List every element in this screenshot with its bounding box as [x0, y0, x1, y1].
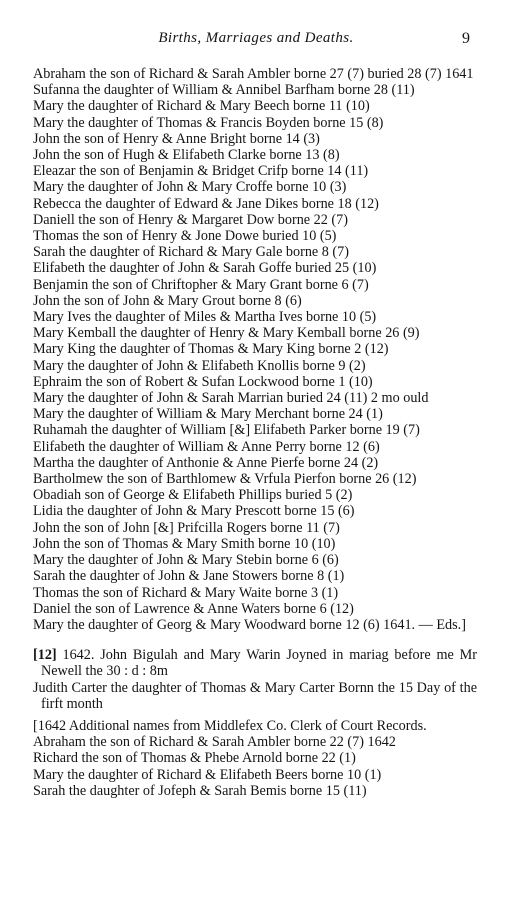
- register-entry: Obadiah son of George & Elifabeth Phillips buried 5 (2): [33, 487, 353, 504]
- register-entry: Mary Kemball the daughter of Henry & Mary Kemball borne 26 (9): [33, 325, 420, 342]
- page-body: [33, 66, 477, 799]
- register-entry: Lidia the daughter of John & Mary Prescott borne 15 (6): [33, 503, 355, 520]
- register-entry: John the son of John [&] Prifcilla Rogers borne 11 (7): [33, 519, 340, 536]
- register-entry: Rebecca the daughter of Edward & Jane Dikes borne 18 (12): [33, 195, 379, 212]
- register-entry: Daniel the son of Lawrence & Anne Waters borne 6 (12): [33, 600, 354, 617]
- register-entry: Mary the daughter of William & Mary Merchant borne 24 (1): [33, 406, 383, 423]
- register-entry: Mary the daughter of Richard & Mary Beech borne 11 (10): [33, 98, 370, 115]
- register-entry: Ephraim the son of Robert & Sufan Lockwood borne 1 (10): [33, 373, 373, 390]
- register-entry: Eleazar the son of Benjamin & Bridget Crifp borne 14 (11): [33, 163, 369, 180]
- section-number: [12]: [33, 647, 57, 664]
- additional-entry: Sarah the daughter of Jofeph & Sarah Bemis borne 15 (11): [33, 782, 367, 799]
- register-entry: John the son of John & Mary Grout borne 8 (6): [33, 292, 302, 309]
- register-entry: Elifabeth the daughter of John & Sarah Goffe buried 25 (10): [33, 260, 377, 277]
- running-title: Births, Marriages and Deaths.: [158, 30, 354, 46]
- register-entry: Sarah the daughter of Richard & Mary Gale borne 8 (7): [33, 244, 349, 261]
- register-entry: Benjamin the son of Chriftopher & Mary Grant borne 6 (7): [33, 276, 369, 293]
- register-entry: John the son of Thomas & Mary Smith borne 10 (10): [33, 535, 336, 552]
- register-entry: Sarah the daughter of John & Jane Stowers borne 8 (1): [33, 568, 345, 585]
- register-entry: Mary the daughter of John & Sarah Marrian buried 24 (11) 2 mo ould: [33, 390, 429, 407]
- register-entry: Mary the daughter of John & Mary Croffe borne 10 (3): [33, 179, 347, 196]
- register-entry: John the son of Henry & Anne Bright borne 14 (3): [33, 130, 320, 147]
- register-entry: Mary Ives the daughter of Miles & Martha Ives borne 10 (5): [33, 309, 377, 326]
- register-entry: John the son of Hugh & Elifabeth Clarke borne 13 (8): [33, 147, 340, 164]
- additional-entry: Abraham the son of Richard & Sarah Ambler borne 22 (7) 1642: [33, 734, 396, 751]
- register-entry: Thomas the son of Henry & Jone Dowe buried 10 (5): [33, 228, 337, 245]
- register-entry: Mary King the daughter of Thomas & Mary King borne 2 (12): [33, 341, 389, 358]
- additional-entry: Mary the daughter of Richard & Elifabeth Beers borne 10 (1): [33, 766, 382, 783]
- entry-1642-carter: Judith Carter the daughter of Thomas & Mary Carter Bornn the 15 Day of the firft month: [33, 679, 477, 712]
- register-entry: Abraham the son of Richard & Sarah Ambler borne 27 (7) buried 28 (7) 1641: [33, 66, 474, 82]
- register-entry: Bartholmew the son of Barthlomew & Vrfula Pierfon borne 26 (12): [33, 471, 417, 488]
- register-entries-1641: [33, 66, 477, 633]
- page-number: 9: [462, 30, 470, 47]
- register-entry: Mary the daughter of Georg & Mary Woodward borne 12 (6) 1641. — Eds.]: [33, 616, 466, 633]
- additional-entry: Richard the son of Thomas & Phebe Arnold borne 22 (1): [33, 750, 356, 767]
- register-entry: Mary the daughter of Thomas & Francis Boyden borne 15 (8): [33, 114, 384, 131]
- register-entry: Sufanna the daughter of William & Annibel Barfham borne 28 (11): [33, 82, 415, 99]
- entry-1642-marriage: [33, 647, 477, 679]
- register-entry: Martha the daughter of Anthonie & Anne Pierfe borne 24 (2): [33, 454, 379, 471]
- register-entry: Thomas the son of Richard & Mary Waite borne 3 (1): [33, 584, 339, 601]
- marriage-text: 1642. John Bigulah and Mary Warin Joyned in mariag before me Mr Newell the 30 : d : 8m: [41, 647, 477, 680]
- additional-names-note: [1642 Additional names from Middlefex Co. Clerk of Court Records.: [33, 717, 427, 734]
- register-entry: Ruhamah the daughter of William [&] Elifabeth Parker borne 19 (7): [33, 422, 420, 439]
- page-header: [0, 30, 512, 52]
- register-entry: Mary the daughter of John & Elifabeth Knollis borne 9 (2): [33, 357, 366, 374]
- register-entry: Mary the daughter of John & Mary Stebin borne 6 (6): [33, 552, 339, 569]
- register-entry: Elifabeth the daughter of William & Anne Perry borne 12 (6): [33, 438, 380, 455]
- register-entries-1642: [33, 734, 477, 799]
- register-entry: Daniell the son of Henry & Margaret Dow borne 22 (7): [33, 211, 348, 228]
